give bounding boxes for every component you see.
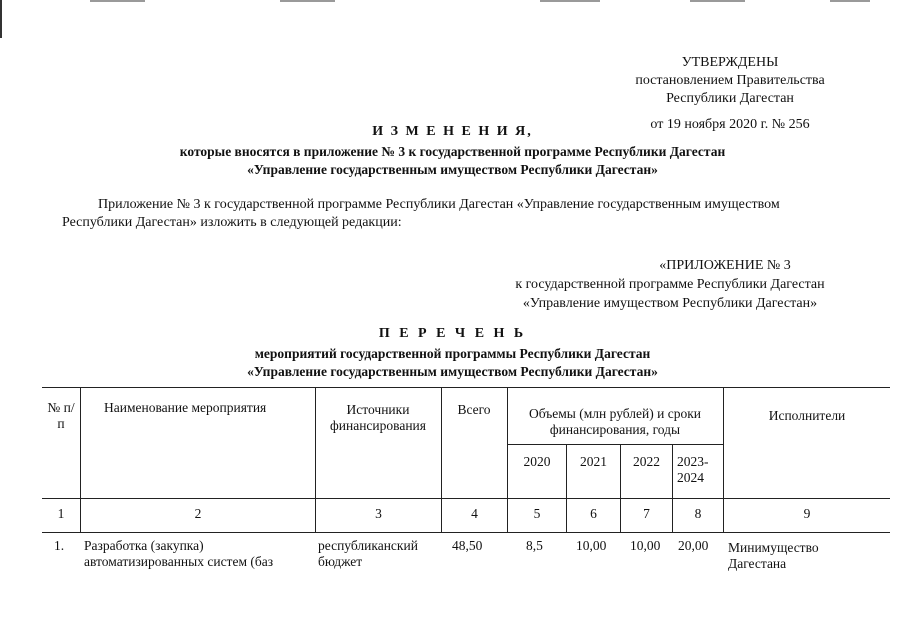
appendix-line: «ПРИЛОЖЕНИЕ № 3 bbox=[659, 258, 791, 273]
list-subtitle: мероприятий государственной программы Республики Дагестан bbox=[254, 346, 651, 361]
column-number: 4 bbox=[471, 506, 478, 521]
header-name: Наименование мероприятия bbox=[104, 400, 267, 415]
column-number: 5 bbox=[533, 506, 541, 521]
row-total: 48,50 bbox=[452, 538, 483, 553]
approval-line: УТВЕРЖДЕНЫ bbox=[681, 55, 779, 70]
column-number: 7 bbox=[643, 506, 650, 521]
scan-artifact bbox=[90, 0, 145, 2]
row-name: Разработка (закупка) автоматизированных систем (баз bbox=[84, 538, 274, 569]
appendix-line: «Управление имуществом Республики Дагестан» bbox=[522, 296, 818, 311]
header-year-2021: 2021 bbox=[580, 454, 607, 469]
approval-line: постановлением Правительства bbox=[635, 73, 825, 88]
table-border bbox=[42, 498, 890, 499]
approval-block bbox=[580, 54, 880, 134]
row-2021: 10,00 bbox=[576, 538, 607, 553]
list-title: П Е Р Е Ч Е Н Ь bbox=[378, 326, 527, 341]
header-year-2023-2024: 2023-2024 bbox=[677, 454, 709, 485]
appendix-line: к государственной программе Республики Дагестан bbox=[515, 277, 825, 292]
row-executor: Минимущество Дагестана bbox=[728, 540, 819, 571]
table-border bbox=[507, 444, 723, 445]
header-year-2020: 2020 bbox=[523, 454, 551, 469]
column-number: 3 bbox=[375, 506, 382, 521]
table-border bbox=[42, 387, 890, 388]
row-source: республиканский бюджет bbox=[318, 538, 418, 569]
scan-artifact bbox=[540, 0, 600, 2]
table-border bbox=[42, 532, 890, 533]
header-volumes: Объемы (млн рублей) и сроки финансирования, годы bbox=[529, 406, 701, 437]
row-2023-2024: 20,00 bbox=[678, 538, 709, 553]
column-number: 9 bbox=[803, 506, 811, 521]
header-year-2022: 2022 bbox=[633, 454, 660, 469]
column-number: 1 bbox=[57, 506, 65, 521]
column-number: 2 bbox=[194, 506, 202, 521]
list-subtitle: «Управление государственным имуществом Республики Дагестан» bbox=[247, 364, 658, 379]
scan-artifact bbox=[280, 0, 335, 2]
column-number: 6 bbox=[590, 506, 597, 521]
row-2020: 8,5 bbox=[526, 538, 543, 553]
row-2022: 10,00 bbox=[630, 538, 661, 553]
changes-subtitle: которые вносятся в приложение № 3 к государственной программе Республики Дагестан bbox=[179, 144, 726, 159]
scan-corner-mark bbox=[0, 0, 2, 38]
scan-artifact bbox=[830, 0, 870, 2]
column-number: 8 bbox=[694, 506, 702, 521]
changes-title: И З М Е Н Е Н И Я, bbox=[372, 124, 533, 139]
appendix-heading bbox=[480, 256, 860, 313]
header-num: № п/п bbox=[47, 400, 75, 431]
header-source: Источники финансирования bbox=[330, 402, 426, 433]
scan-artifact bbox=[690, 0, 745, 2]
header-total: Всего bbox=[457, 402, 491, 417]
approval-date: от 19 ноября 2020 г. № 256 bbox=[650, 117, 810, 132]
changes-subtitle: «Управление государственным имуществом Республики Дагестан» bbox=[247, 162, 658, 177]
row-num: 1. bbox=[54, 538, 65, 553]
header-executors: Исполнители bbox=[768, 408, 846, 423]
approval-line: Республики Дагестан bbox=[666, 91, 794, 106]
body-paragraph: Приложение № 3 к государственной программе Республики Дагестан «Управление государственным имуществом Республики Дагестан» изложить в следующей редакции: bbox=[62, 197, 780, 230]
